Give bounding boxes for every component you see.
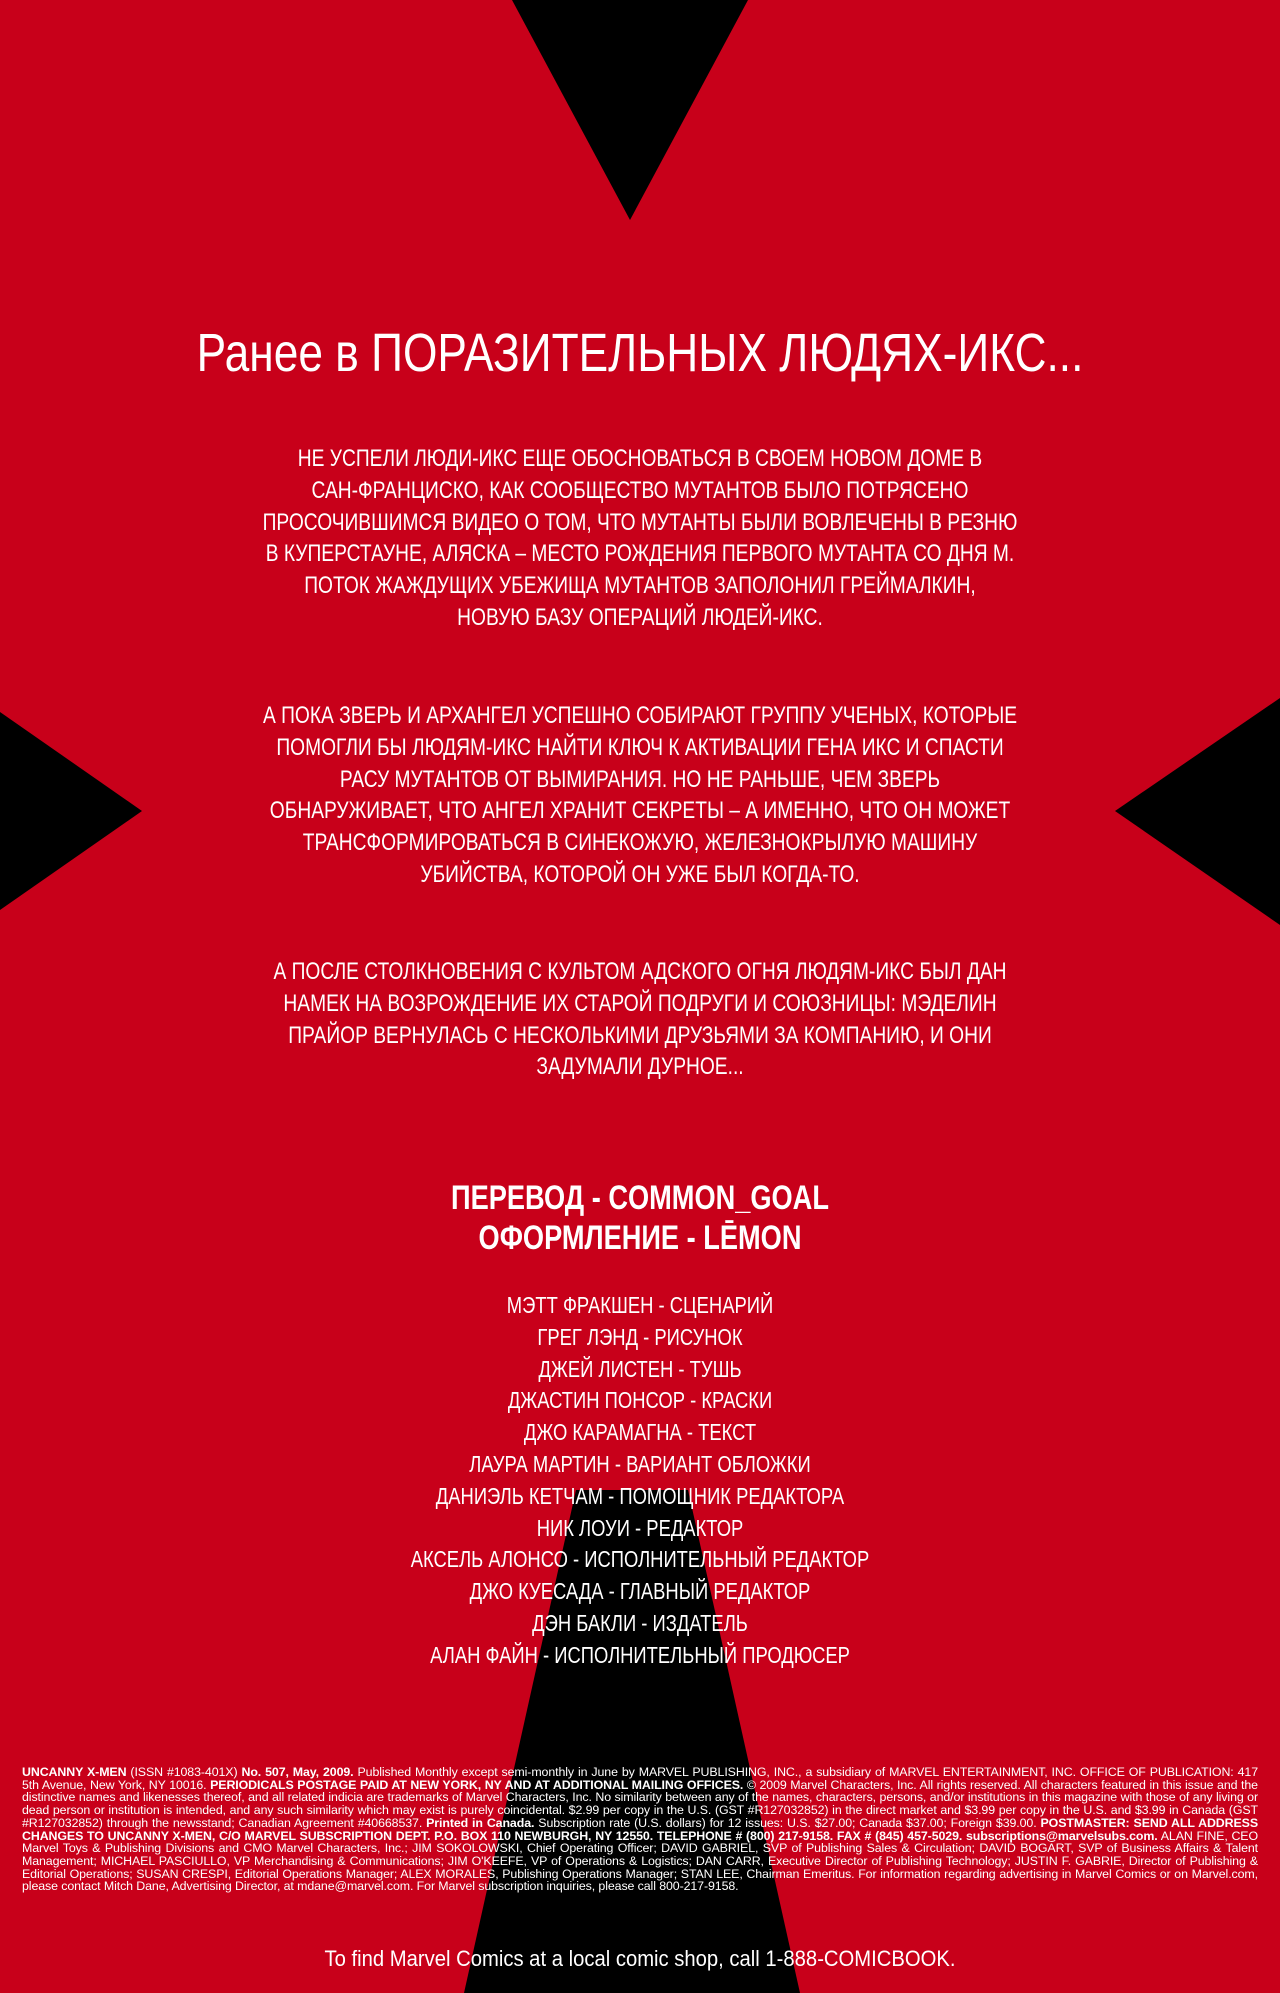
- indicia-printed: Printed in Canada.: [426, 1815, 535, 1830]
- paragraph-line: САН-ФРАНЦИСКО, КАК СООБЩЕСТВО МУТАНТОВ БЫЛО ПОТРЯСЕНО: [311, 476, 969, 504]
- paragraph-line: ПРАЙОР ВЕРНУЛАСЬ С НЕСКОЛЬКИМИ ДРУЗЬЯМИ ЗА КОМПАНИЮ, И ОНИ: [288, 1021, 992, 1049]
- indicia-text: Subscription rate (U.S. dollars) for 12 issues: U.S. $27.00; Canada $37.00; Foreign $39.00.: [534, 1815, 1041, 1830]
- paragraph-line: НАМЕК НА ВОЗРОЖДЕНИЕ ИХ СТАРОЙ ПОДРУГИ И СОЮЗНИЦЫ: МЭДЕЛИН: [283, 989, 997, 1017]
- legal-indicia: [22, 1766, 1258, 1893]
- credit-line: ЛАУРА МАРТИН - ВАРИАНТ ОБЛОЖКИ: [469, 1450, 811, 1477]
- summary-paragraph-1: [128, 443, 1152, 634]
- indicia-title: UNCANNY X-MEN: [22, 1765, 127, 1779]
- paragraph-line: ЗАДУМАЛИ ДУРНОЕ...: [536, 1053, 744, 1081]
- left-triangle: [0, 712, 142, 910]
- indicia-text: Published Monthly except semi-monthly in June by MARVEL PUBLISHING, INC., a subsidiary of MARVEL ENTERTAINMENT, INC. OFFICE OF PUBLICATION: 417 5th Avenue, New York, NY 10016.: [22, 1765, 1259, 1792]
- credit-line: МЭТТ ФРАКШЕН - СЦЕНАРИЙ: [506, 1292, 774, 1318]
- paragraph-line: ПОМОГЛИ БЫ ЛЮДЯМ-ИКС НАЙТИ КЛЮЧ К АКТИВАЦИИ ГЕНА ИКС И СПАСТИ: [276, 733, 1004, 761]
- credit-line: НИК ЛОУИ - РЕДАКТОР: [536, 1514, 744, 1541]
- paragraph-line: УБИЙСТВА, КОТОРОЙ ОН УЖЕ БЫЛ КОГДА-ТО.: [420, 860, 860, 888]
- translation-credit-line: ПЕРЕВОД - COMMON_GOAL: [451, 1179, 829, 1217]
- indicia-postage: PERIODICALS POSTAGE PAID AT NEW YORK, NY AND AT ADDITIONAL MAILING OFFICES.: [210, 1777, 744, 1792]
- paragraph-line: ПРОСОЧИВШИМСЯ ВИДЕО О ТОМ, ЧТО МУТАНТЫ БЫЛИ ВОВЛЕЧЕНЫ В РЕЗНЮ: [262, 508, 1018, 536]
- translation-credits: [128, 1178, 1152, 1258]
- paragraph-line: В КУПЕРСТАУНЕ, АЛЯСКА – МЕСТО РОЖДЕНИЯ ПЕРВОГО МУТАНТА СО ДНЯ М.: [265, 540, 1015, 568]
- credit-line: ДЭН БАКЛИ - ИЗДАТЕЛЬ: [532, 1609, 748, 1636]
- design-credit-line: ОФОРМЛЕНИЕ - LЕ̄MON: [478, 1219, 802, 1257]
- summary-paragraph-2: [128, 700, 1152, 891]
- indicia-text: (ISSN #1083-401X): [126, 1765, 242, 1779]
- indicia-postmaster: POSTMASTER: SEND ALL ADDRESS CHANGES TO UNCANNY X-MEN, C/O MARVEL SUBSCRIPTION DEPT. P.O. BOX 110 NEWBURGH, NY 12550. TELEPHONE # (800) 217-9158. FAX # (845) 457-5029. subscriptions@marvelsubs.com.: [22, 1815, 1258, 1843]
- paragraph-line: А ПОСЛЕ СТОЛКНОВЕНИЯ С КУЛЬТОМ АДСКОГО ОГНЯ ЛЮДЯМ-ИКС БЫЛ ДАН: [273, 958, 1007, 985]
- paragraph-line: ПОТОК ЖАЖДУЩИХ УБЕЖИЩА МУТАНТОВ ЗАПОЛОНИЛ ГРЕЙМАЛКИН,: [304, 572, 976, 600]
- paragraph-line: А ПОКА ЗВЕРЬ И АРХАНГЕЛ УСПЕШНО СОБИРАЮТ ГРУППУ УЧЕНЫХ, КОТОРЫЕ: [262, 702, 1018, 729]
- paragraph-line: НОВУЮ БАЗУ ОПЕРАЦИЙ ЛЮДЕЙ-ИКС.: [457, 603, 823, 631]
- credit-line: АЛАН ФАЙН - ИСПОЛНИТЕЛЬНЫЙ ПРОДЮСЕР: [430, 1641, 850, 1668]
- paragraph-line: НЕ УСПЕЛИ ЛЮДИ-ИКС ЕЩЕ ОБОСНОВАТЬСЯ В СВОЕМ НОВОМ ДОМЕ В: [297, 445, 983, 472]
- indicia-issue: No. 507, May, 2009.: [241, 1765, 354, 1779]
- creator-credits: [128, 1290, 1152, 1672]
- credit-line: ДЖО КАРАМАГНА - ТЕКСТ: [523, 1419, 757, 1446]
- summary-paragraph-3: [128, 956, 1152, 1083]
- credit-line: ГРЕГ ЛЭНД - РИСУНОК: [537, 1323, 743, 1350]
- credit-line: ДЖЕЙ ЛИСТЕН - ТУШЬ: [538, 1355, 742, 1382]
- credit-line: ДЖО КУЕСАДА - ГЛАВНЫЙ РЕДАКТОР: [469, 1578, 811, 1605]
- paragraph-line: ТРАНСФОРМИРОВАТЬСЯ В СИНЕКОЖУЮ, ЖЕЛЕЗНОКРЫЛУЮ МАШИНУ: [302, 829, 978, 857]
- credit-line: АКСЕЛЬ АЛОНСО - ИСПОЛНИТЕЛЬНЫЙ РЕДАКТОР: [410, 1546, 870, 1573]
- paragraph-line: РАСУ МУТАНТОВ ОТ ВЫМИРАНИЯ. НО НЕ РАНЬШЕ, ЧЕМ ЗВЕРЬ: [339, 765, 941, 793]
- top-triangle: [512, 0, 748, 220]
- indicia-text: ALAN FINE, CEO Marvel Toys & Publishing Divisions and CMO Marvel Characters, Inc.; JIM SOKOLOWSKI, Chief Operating Officer; DAVID GABRIEL, SVP of Publishing Sales & Circulation; DAVID BOGART, SVP of Business Affairs & Talent Management; MICHAEL PASCIULLO, VP Merchandising & Communications; JIM O'KEEFE, VP of Operations & Logistics; DAN CARR, Executive Director of Publishing Technology; JUSTIN F. GABRIE, Director of Publishing & Editorial Operations; SUSAN CRESPI, Editorial Operations Manager; ALEX MORALES, Publishing Operations Manager; STAN LEE, Chairman Emeritus. For information regarding advertising in Marvel Comics or on Marvel.com, please contact Mitch Dane, Advertising Director, at mdane@marvel.com. For Marvel subscription inquiries, please call 800-217-9158.: [22, 1828, 1259, 1894]
- indicia-text: © 2009 Marvel Characters, Inc. All rights reserved. All characters featured in this issue and the distinctive names and likenesses thereof, and all related indicia are trademarks of Marvel Characters, Inc. No similarity between any of the names, characters, persons, and/or institutions in this magazine with those of any living or dead person or institution is intended, and any such similarity which may exist is purely coincidental. $2.99 per copy in the U.S. (GST #R127032852) in the direct market and $3.99 per copy in the U.S. and $3.99 in Canada (GST #R127032852) through the newsstand; Canadian Agreement #40668537.: [22, 1777, 1258, 1830]
- comic-shop-footer: To find Marvel Comics at a local comic shop, call 1-888-COMICBOOK.: [324, 1946, 956, 1971]
- page-title: Ранее в ПОРАЗИТЕЛЬНЫХ ЛЮДЯХ-ИКС...: [196, 323, 1084, 383]
- credit-line: ДЖАСТИН ПОНСОР - КРАСКИ: [507, 1387, 773, 1414]
- paragraph-line: ОБНАРУЖИВАЕТ, ЧТО АНГЕЛ ХРАНИТ СЕКРЕТЫ – А ИМЕННО, ЧТО ОН МОЖЕТ: [269, 797, 1011, 825]
- credit-line: ДАНИЭЛЬ КЕТЧАМ - ПОМОЩНИК РЕДАКТОРА: [435, 1482, 845, 1509]
